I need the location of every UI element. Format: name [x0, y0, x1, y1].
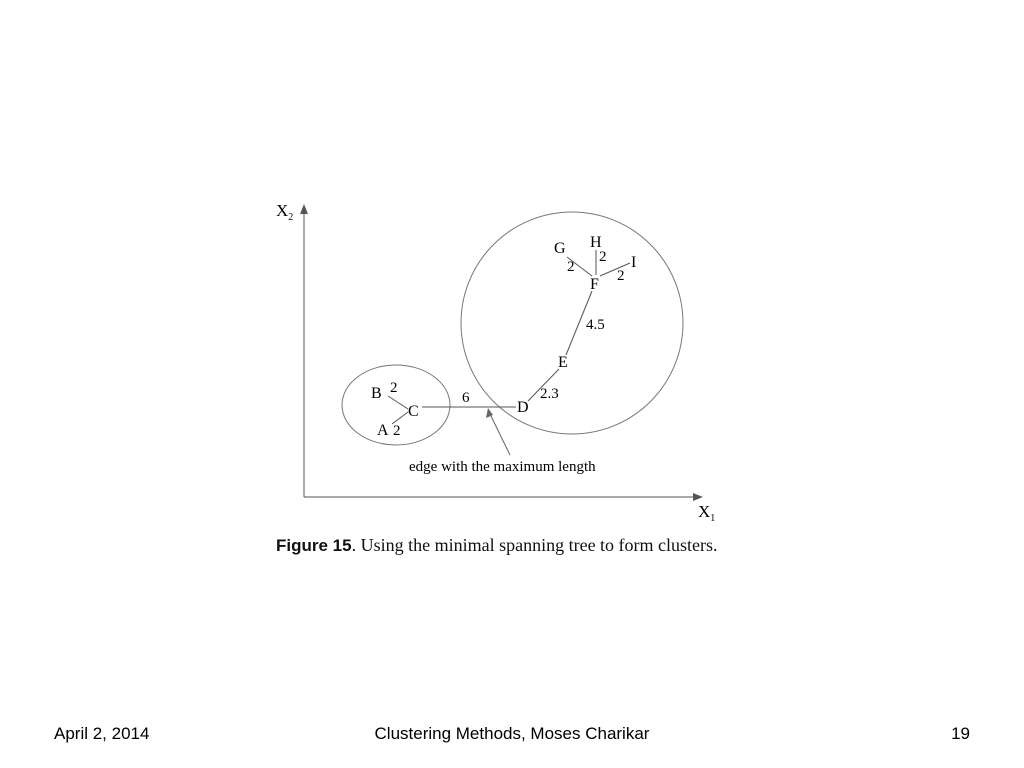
- footer-date: April 2, 2014: [54, 724, 150, 743]
- x-axis-arrow-icon: [693, 493, 703, 501]
- edge-weight-c-d: 6: [462, 390, 470, 406]
- edge-weight-d-e: 2.3: [540, 386, 559, 402]
- node-h: H: [590, 234, 602, 251]
- figure-label: Figure 15: [276, 536, 352, 555]
- node-f: F: [590, 276, 599, 293]
- y-axis-label: $X_2$: [276, 201, 294, 223]
- max-edge-annotation: edge with the maximum length: [409, 459, 596, 475]
- node-c: C: [408, 403, 419, 420]
- node-d: D: [517, 399, 529, 416]
- figure-caption: [276, 535, 726, 556]
- node-a: A: [377, 422, 389, 439]
- node-g: G: [554, 240, 566, 257]
- y-axis-arrow-icon: [300, 204, 308, 214]
- node-e: E: [558, 354, 568, 371]
- edge-weight-h-f: 2: [599, 249, 607, 265]
- node-b: B: [371, 385, 382, 402]
- edge-b-c: [388, 396, 408, 409]
- edge-weight-i-f: 2: [617, 268, 625, 284]
- annotation-pointer: [490, 414, 510, 455]
- annotation-arrow-icon: [486, 408, 493, 418]
- node-i: I: [631, 254, 637, 271]
- figure-caption-text: . Using the minimal spanning tree to form clusters.: [351, 535, 718, 555]
- edge-weight-g-f: 2: [567, 259, 575, 275]
- large-cluster-boundary: [461, 212, 683, 434]
- edge-weight-b-c: 2: [390, 380, 398, 396]
- x-axis-label: $X_1$: [698, 502, 716, 524]
- footer-title: Clustering Methods, Moses Charikar: [374, 724, 650, 743]
- page-number: 19: [951, 724, 970, 743]
- edge-weight-a-c: 2: [393, 423, 401, 439]
- edge-weight-e-f: 4.5: [586, 317, 605, 333]
